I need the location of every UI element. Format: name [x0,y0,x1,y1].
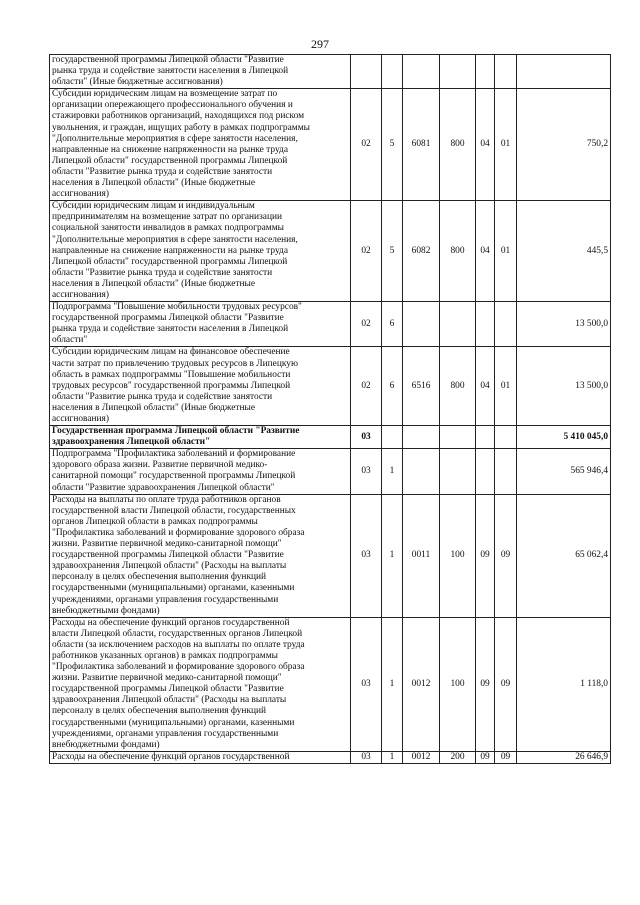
subprogram-code-cell [382,55,403,89]
expense-description-cell: Субсидии юридическим лицам на возмещение затрат по организации опережающего профессионального обучения и стажировки работников организаций, находящихся под риском увольнения, и граждан, ищущих работу в рамках подпрограммы "Дополнительные мероприятия в сфере занятости населения, направленные на снижение напряженности на рынке труда Липецкой области" государственной программы Липецкой области "Развитие рынка труда и содействие занятости населения в Липецкой области" (Иные бюджетные ассигнования) [50,89,351,201]
subsection-code-cell: 09 [495,494,517,617]
target-item-code-cell: 0012 [403,617,440,751]
subsection-code-cell [495,449,517,494]
section-code-cell: 09 [476,494,495,617]
expense-description-cell: Расходы на обеспечение функций органов государственной власти Липецкой области, государственных органов Липецкой области (за исключением расходов на выплаты по оплате труда работников указанных органов) в рамках подпрограммы "Профилактика заболеваний и формирование здорового образа жизни. Развитие первичной медико-санитарной помощи" государственной программы Липецкой области "Развитие здравоохранения Липецкой области" (Расходы на выплаты персоналу в целях обеспечения выполнения функций государственными (муниципальными) органами, казенными учреждениями, органами управления государственными внебюджетными фондами) [50,617,351,751]
program-code-cell: 03 [351,617,382,751]
section-code-cell [476,449,495,494]
expense-type-code-cell: 100 [440,617,476,751]
expense-type-code-cell: 200 [440,751,476,763]
subprogram-code-cell: 1 [382,751,403,763]
section-code-cell: 04 [476,89,495,201]
section-code-cell: 04 [476,347,495,426]
target-item-code-cell [403,55,440,89]
target-item-code-cell: 0011 [403,494,440,617]
subprogram-code-cell: 6 [382,347,403,426]
target-item-code-cell: 6516 [403,347,440,426]
program-code-cell [351,55,382,89]
amount-cell: 65 062,4 [517,494,611,617]
target-item-code-cell: 0012 [403,751,440,763]
expense-type-code-cell: 100 [440,494,476,617]
subsection-code-cell [495,55,517,89]
expense-description-cell: государственной программы Липецкой области "Развитие рынка труда и содействие занятости населения в Липецкой области" (Иные бюджетные ассигнования) [50,55,351,89]
program-code-cell: 03 [351,494,382,617]
budget-table [49,54,611,764]
target-item-code-cell: 6082 [403,201,440,302]
amount-cell: 13 500,0 [517,302,611,347]
expense-description-cell: Субсидии юридическим лицам и индивидуальным предпринимателям на возмещение затрат по организации социальной занятости инвалидов в рамках подпрограммы "Дополнительные мероприятия в сфере занятости населения, направленные на снижение напряженности на рынке труда Липецкой области" государственной программы Липецкой области "Развитие рынка труда и содействие занятости населения в Липецкой области" (Иные бюджетные ассигнования) [50,201,351,302]
subprogram-code-cell: 1 [382,449,403,494]
section-code-cell: 04 [476,201,495,302]
target-item-code-cell [403,302,440,347]
expense-type-code-cell [440,449,476,494]
expense-type-code-cell: 800 [440,89,476,201]
subprogram-code-cell: 6 [382,302,403,347]
section-code-cell [476,55,495,89]
expense-type-code-cell: 800 [440,201,476,302]
expense-description-cell: Расходы на выплаты по оплате труда работников органов государственной власти Липецкой области, государственных органов Липецкой области в рамках подпрограммы "Профилактика заболеваний и формирование здорового образа жизни. Развитие первичной медико-санитарной помощи" государственной программы Липецкой области "Развитие здравоохранения Липецкой области" (Расходы на выплаты персоналу в целях обеспечения выполнения функций государственными (муниципальными) органами, казенными учреждениями, органами управления государственными внебюджетными фондами) [50,494,351,617]
amount-cell: 5 410 045,0 [517,426,611,449]
subprogram-code-cell: 1 [382,617,403,751]
subsection-code-cell: 01 [495,347,517,426]
amount-cell: 26 646,9 [517,751,611,763]
expense-description-cell: Подпрограмма "Повышение мобильности трудовых ресурсов" государственной программы Липецкой области "Развитие рынка труда и содействие занятости населения в Липецкой области" [50,302,351,347]
target-item-code-cell: 6081 [403,89,440,201]
program-code-cell: 03 [351,426,382,449]
expense-type-code-cell [440,302,476,347]
table-row [50,494,611,617]
amount-cell: 445,5 [517,201,611,302]
subsection-code-cell: 01 [495,201,517,302]
table-row [50,426,611,449]
program-code-cell: 02 [351,201,382,302]
section-code-cell: 09 [476,617,495,751]
expense-type-code-cell: 800 [440,347,476,426]
page-number: 297 [311,37,329,51]
amount-cell: 1 118,0 [517,617,611,751]
subprogram-code-cell: 5 [382,201,403,302]
program-code-cell: 03 [351,751,382,763]
subsection-code-cell [495,302,517,347]
subsection-code-cell: 09 [495,751,517,763]
target-item-code-cell [403,426,440,449]
amount-cell: 565 946,4 [517,449,611,494]
expense-description-cell: Расходы на обеспечение функций органов государственной [50,751,351,763]
subprogram-code-cell [382,426,403,449]
table-row [50,302,611,347]
section-code-cell [476,426,495,449]
expense-description-cell: Государственная программа Липецкой области "Развитие здравоохранения Липецкой области" [50,426,351,449]
table-row [50,617,611,751]
table-row [50,449,611,494]
expense-type-code-cell [440,55,476,89]
program-code-cell: 03 [351,449,382,494]
subprogram-code-cell: 5 [382,89,403,201]
subprogram-code-cell: 1 [382,494,403,617]
section-code-cell: 09 [476,751,495,763]
subsection-code-cell: 01 [495,89,517,201]
table-row [50,347,611,426]
expense-description-cell: Субсидии юридическим лицам на финансовое обеспечение части затрат по привлечению трудовых ресурсов в Липецкую область в рамках подпрограммы "Повышение мобильности трудовых ресурсов" государственной программы Липецкой области "Развитие рынка труда и содействие занятости населения в Липецкой области" (Иные бюджетные ассигнования) [50,347,351,426]
amount-cell: 750,2 [517,89,611,201]
amount-cell: 13 500,0 [517,347,611,426]
expense-description-cell: Подпрограмма "Профилактика заболеваний и формирование здорового образа жизни. Развитие первичной медико- санитарной помощи" государственной программы Липецкой области "Развитие здравоохранения Липецкой области" [50,449,351,494]
table-row [50,89,611,201]
amount-cell [517,55,611,89]
program-code-cell: 02 [351,89,382,201]
table-row [50,751,611,763]
target-item-code-cell [403,449,440,494]
program-code-cell: 02 [351,347,382,426]
section-code-cell [476,302,495,347]
subsection-code-cell [495,426,517,449]
table-row [50,55,611,89]
expense-type-code-cell [440,426,476,449]
table-row [50,201,611,302]
program-code-cell: 02 [351,302,382,347]
subsection-code-cell: 09 [495,617,517,751]
